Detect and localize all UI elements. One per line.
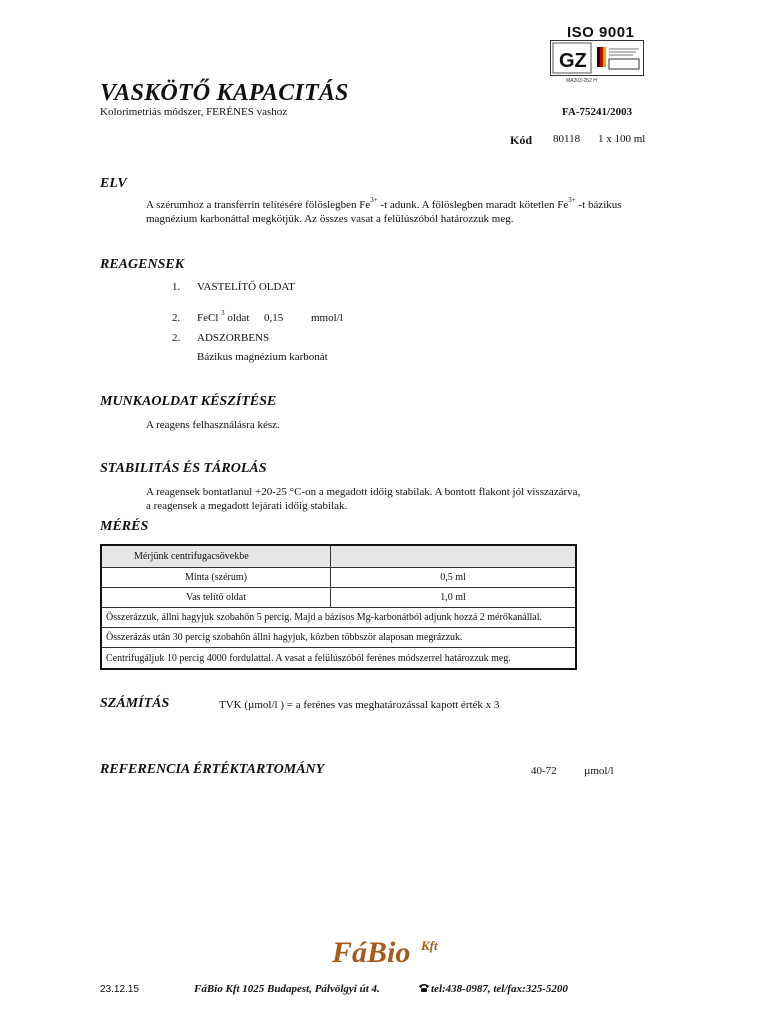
cert-mark: GZ	[559, 50, 587, 72]
section-title-reagensek: REAGENSEK	[100, 257, 185, 272]
cert-number: MA203-252 H	[566, 78, 597, 84]
table-header-row	[101, 545, 576, 568]
reagent-fecl-value: 0,15	[264, 312, 284, 324]
table-cell-value: 0,5 ml	[331, 568, 577, 588]
kod-package-size: 1 x 100 ml	[598, 133, 646, 145]
referencia-value: 40-72	[531, 765, 557, 777]
page-subtitle: Kolorimetriás módszer, FERÉNES vashoz	[100, 106, 288, 118]
superscript: 3+	[370, 196, 378, 204]
section-title-stabilitas: STABILITÁS ÉS TÁROLÁS	[100, 461, 267, 476]
cert-logo-graphic	[551, 41, 643, 75]
elv-text-part: A szérumhoz a transferrin telítésére fölöslegben Fe	[146, 199, 371, 211]
iso-title: ISO 9001	[567, 24, 635, 41]
table-cell-label: Vas telítő oldat	[101, 588, 331, 608]
certification-logo	[550, 40, 644, 76]
table-row	[101, 628, 576, 648]
footer-date: 23.12.15	[100, 984, 139, 995]
elv-text-part: -t bázikus	[575, 199, 622, 211]
table-header-cell: Mérjünk centrifugacsövekbe	[101, 545, 331, 568]
table-cell-step: Összerázzuk, állni hagyjuk szobahőn 5 percig. Majd a bázisos Mg-karbonátból adjunk hozzá 2 mérőkanállal.	[101, 608, 576, 628]
section-title-referencia: REFERENCIA ÉRTÉKTARTOMÁNY	[100, 762, 325, 777]
reagent-2-description: Bázikus magnézium karbonát	[197, 351, 328, 363]
reagent-fecl-name	[197, 311, 249, 325]
table-row	[101, 608, 576, 628]
section-title-munkaoldat: MUNKAOLDAT KÉSZÍTÉSE	[100, 394, 277, 409]
fecl-text: FeCl	[197, 312, 219, 324]
elv-text	[146, 198, 706, 226]
table-row	[101, 648, 576, 670]
table-cell-value: 1,0 ml	[331, 588, 577, 608]
kod-code: 80118	[553, 133, 581, 145]
superscript: 3	[221, 309, 225, 317]
reagent-1-name: VASTELÍTŐ OLDAT	[197, 281, 295, 293]
page-title: VASKÖTŐ KAPACITÁS	[100, 80, 349, 106]
meres-table	[100, 544, 577, 670]
elv-line-2: magnézium karbonáttal megkötjük. Az összes vasat a felülúszóból határozzuk meg.	[146, 213, 514, 225]
elv-line-1	[146, 198, 706, 212]
reagent-2-name: ADSZORBENS	[197, 332, 270, 344]
reagent-1-number: 1.	[172, 281, 181, 293]
section-title-szamitas: SZÁMÍTÁS	[100, 696, 170, 711]
stabilitas-line-2: a reagensek a megadott lejárati időig stabilak.	[146, 500, 348, 512]
superscript: 3+	[568, 196, 576, 204]
table-cell-step: Összerázás után 30 percig szobahőn állni hagyjuk, közben többször alaposan megrázzuk.	[101, 628, 576, 648]
document-number: FA-75241/2003	[562, 106, 633, 118]
table-row	[101, 588, 576, 608]
stabilitas-text	[146, 485, 706, 513]
kod-label: Kód	[510, 133, 533, 147]
footer-phone: tel:438-0987, tel/fax:325-5200	[431, 983, 568, 995]
table-cell-step: Centrifugáljuk 10 percig 4000 fordulattal. A vasat a felülúszóból ferénes módszerrel határozzuk meg.	[101, 648, 576, 670]
referencia-unit: µmol/l	[584, 765, 614, 777]
reagent-2-number: 2.	[172, 332, 181, 344]
brand-logo-suffix: Kft	[421, 938, 438, 953]
section-title-meres: MÉRÉS	[100, 519, 149, 534]
elv-text-part: -t adunk. A fölöslegben maradt kötetlen Fe	[377, 199, 569, 211]
table-row	[101, 568, 576, 588]
phone-icon	[418, 983, 430, 996]
fecl-text: oldat	[224, 312, 250, 324]
section-title-elv: ELV	[100, 176, 127, 191]
munkaoldat-text: A reagens felhasználásra kész.	[146, 419, 280, 431]
stabilitas-line-1: A reagensek bontatlanul +20-25 °C-on a megadott időig stabilak. A bontott flakont jól visszazárva,	[146, 486, 581, 498]
table-header-cell	[331, 545, 577, 568]
footer-address: FáBio Kft 1025 Budapest, Pálvölgyi út 4.	[194, 983, 380, 995]
reagent-fecl-unit: mmol/l	[311, 312, 343, 324]
table-cell-label: Minta (szérum)	[101, 568, 331, 588]
szamitas-formula: TVK (µmol/l ) = a ferénes vas meghatározással kapott érték x 3	[219, 699, 500, 711]
reagent-fecl-number: 2.	[172, 312, 181, 324]
brand-logo: FáBio	[332, 936, 411, 969]
